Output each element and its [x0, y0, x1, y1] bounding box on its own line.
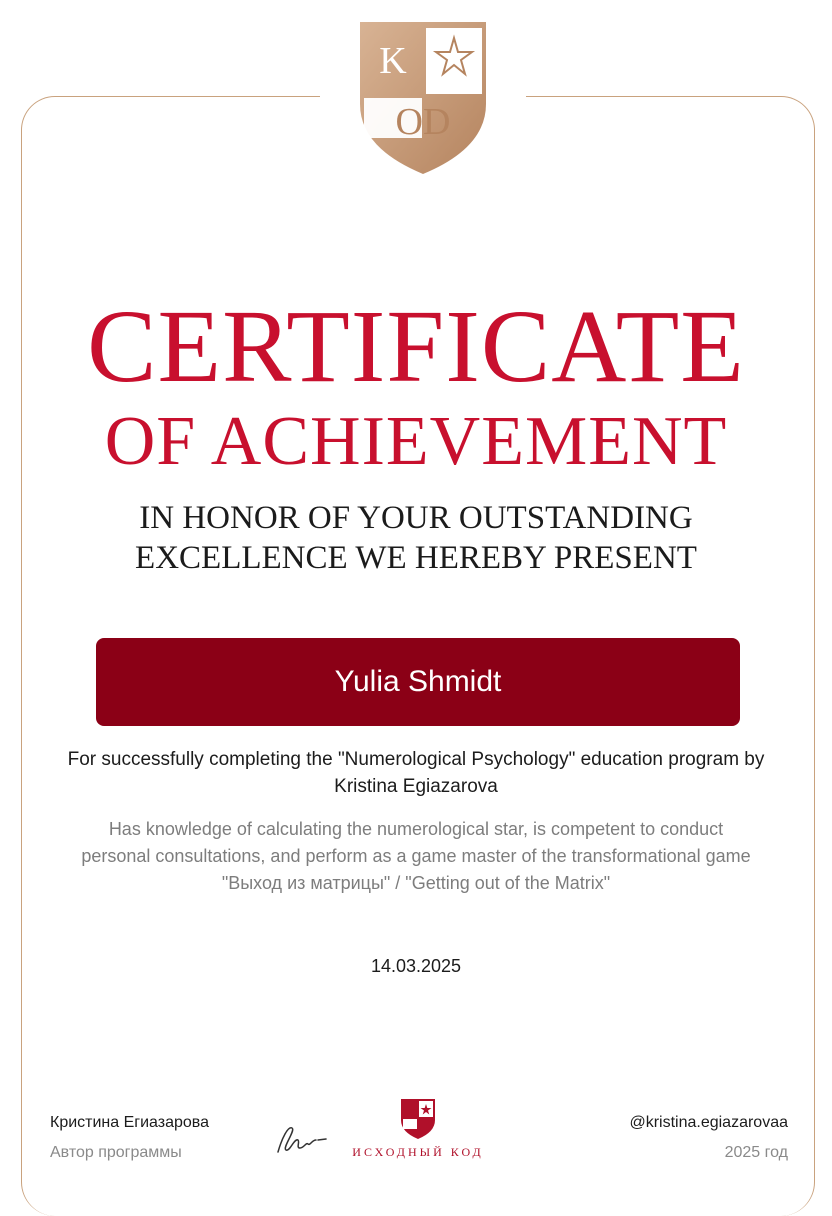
mini-logo-icon [400, 1098, 436, 1140]
issue-year: 2025 год [724, 1144, 788, 1161]
recipient-name: Yulia Shmidt [334, 665, 502, 698]
author-name: Кристина Егиазарова [50, 1114, 210, 1131]
knowledge-text: Has knowledge of calculating the numerological star, is competent to conduct personal consultations, and perform as a game master of the transformational game "Выход из матрицы" / "Getting out of the Matrix" [81, 819, 751, 893]
brand-text: ИСХОДНЫЙ КОД [352, 1145, 484, 1159]
certificate-title: CERTIFICATE [87, 289, 745, 404]
kod-logo [356, 18, 490, 176]
social-handle: @kristina.egiazarovaa [629, 1114, 788, 1131]
honor-line-1: IN HONOR OF YOUR OUTSTANDING [139, 500, 693, 536]
author-role: Автор программы [50, 1144, 182, 1161]
honor-statement [0, 498, 832, 578]
logo-letters-od: OD [395, 101, 451, 143]
honor-line-2: EXCELLENCE WE HEREBY PRESENT [135, 540, 697, 576]
certificate-date: 14.03.2025 [370, 956, 462, 976]
certificate-subtitle: OF ACHIEVEMENT [104, 403, 728, 480]
recipient-banner [96, 638, 740, 726]
logo-letter-k: K [379, 40, 407, 82]
completion-text: For successfully completing the "Numerological Psychology" education program by Kristina Egiazarova [67, 749, 765, 797]
